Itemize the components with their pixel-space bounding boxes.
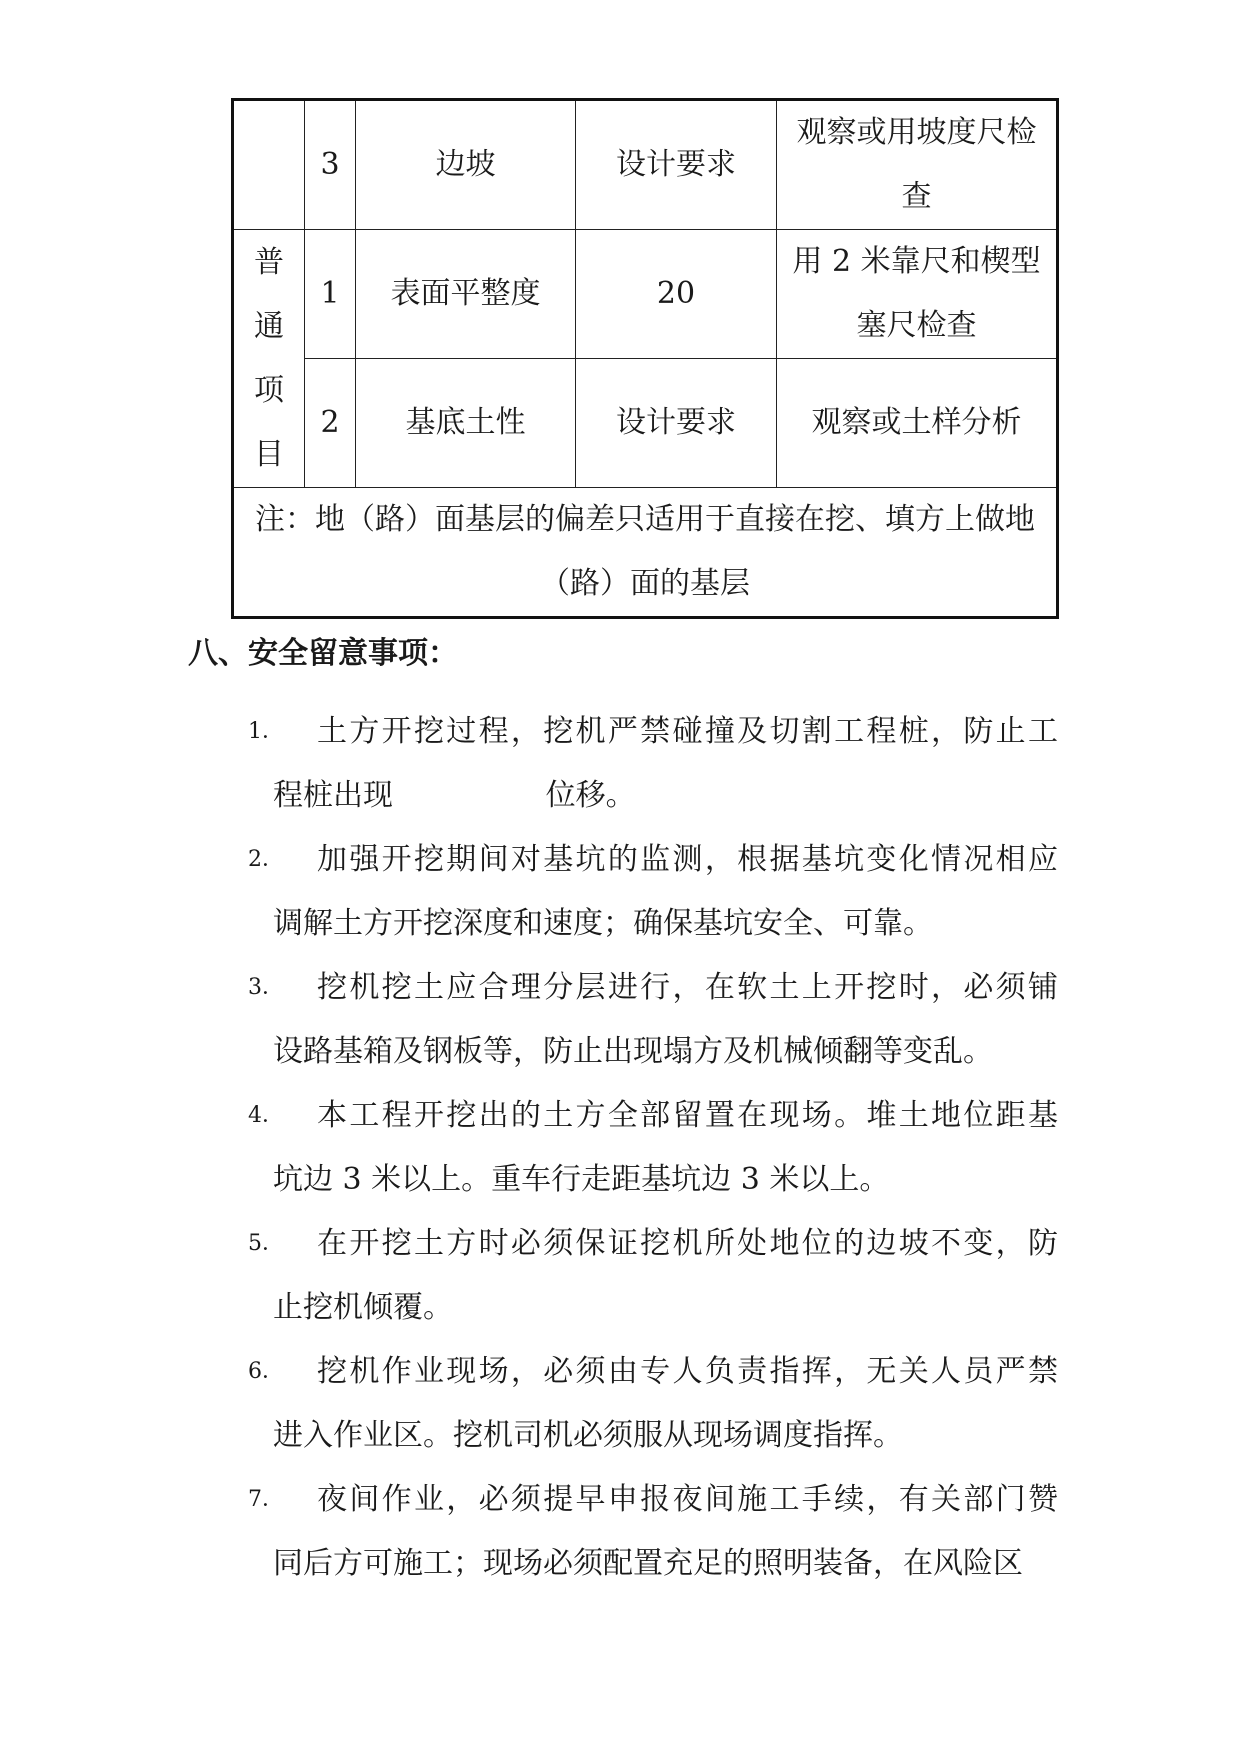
list-item — [248, 700, 1058, 828]
item-text-line: 本工程开挖出的土方全部留置在现场。堆土地位距基 — [317, 1098, 1058, 1133]
item-text-line: 加强开挖期间对基坑的监测，根据基坑变化情况相应 — [317, 842, 1058, 877]
note-line: （路）面的基层 — [540, 566, 750, 601]
note-cell — [233, 488, 1058, 618]
list-item — [248, 1340, 1058, 1468]
category-char: 通 — [254, 308, 284, 344]
item-text-line: 设路基箱及钢板等，防止出现塌方及机械倾翻等变乱。 — [273, 1034, 993, 1069]
note-line: 注：地（路）面基层的偏差只适用于直接在挖、填方上做地 — [255, 502, 1035, 537]
item-number: 5． — [248, 1231, 284, 1256]
item-number: 1． — [248, 719, 284, 744]
section-title: 八、安全留意事项： — [188, 636, 458, 671]
category-cell-empty — [233, 100, 305, 230]
list-item — [248, 956, 1058, 1084]
category-char: 普 — [254, 244, 284, 280]
item-text-line: 土方开挖过程，挖机严禁碰撞及切割工程桩，防止工 — [317, 714, 1058, 749]
method-line: 观察或土样分析 — [811, 405, 1022, 440]
method-line: 塞尺检查 — [856, 308, 977, 343]
requirement-cell: 20 — [576, 230, 777, 359]
method-line: 观察或用坡度尺检 — [796, 115, 1037, 150]
item-text-line: 挖机作业现场，必须由专人负责指挥，无关人员严禁 — [317, 1354, 1058, 1389]
category-cell — [233, 230, 305, 488]
item-number: 4． — [248, 1103, 284, 1128]
method-cell — [777, 100, 1058, 230]
category-char: 项 — [254, 372, 284, 408]
item-number: 6． — [248, 1359, 284, 1384]
list-item — [248, 1084, 1058, 1212]
item-text-line: 程桩出现 位移。 — [273, 778, 636, 813]
method-line: 用 2 米靠尺和楔型 — [792, 244, 1041, 279]
item-text-line: 挖机挖土应合理分层进行，在软土上开挖时，必须铺 — [317, 970, 1058, 1005]
list-item — [248, 828, 1058, 956]
item-text-line: 调解土方开挖深度和速度；确保基坑安全、可靠。 — [273, 906, 933, 941]
requirement-cell: 设计要求 — [576, 100, 777, 230]
item-cell: 基底土性 — [356, 359, 576, 488]
table-row — [233, 230, 1058, 359]
item-number: 3． — [248, 975, 284, 1000]
item-cell: 边坡 — [356, 100, 576, 230]
item-text-line: 在开挖土方时必须保证挖机所处地位的边坡不变，防 — [317, 1226, 1058, 1261]
requirement-cell: 设计要求 — [576, 359, 777, 488]
item-text-line: 夜间作业，必须提早申报夜间施工手续，有关部门赞 — [317, 1482, 1058, 1517]
index-cell: 3 — [305, 100, 356, 230]
method-cell — [777, 359, 1058, 488]
item-cell: 表面平整度 — [356, 230, 576, 359]
list-item — [248, 1212, 1058, 1340]
method-cell — [777, 230, 1058, 359]
index-cell: 1 — [305, 230, 356, 359]
category-char: 目 — [254, 436, 284, 472]
item-text-line: 止挖机倾覆。 — [273, 1290, 453, 1325]
item-text-line: 同后方可施工；现场必须配置充足的照明装备，在风险区 — [273, 1546, 1023, 1581]
item-text-line: 坑边 3 米以上。重车行走距基坑边 3 米以上。 — [273, 1162, 890, 1197]
list-item — [248, 1468, 1058, 1596]
table-row — [233, 100, 1058, 230]
index-cell: 2 — [305, 359, 356, 488]
inspection-table — [231, 98, 1059, 619]
table-note-row — [233, 488, 1058, 618]
item-number: 2． — [248, 847, 284, 872]
item-text-line: 进入作业区。挖机司机必须服从现场调度指挥。 — [273, 1418, 903, 1453]
safety-items-list — [248, 700, 1058, 1596]
table-row — [233, 359, 1058, 488]
method-line: 查 — [901, 179, 932, 214]
item-number: 7． — [248, 1487, 284, 1512]
